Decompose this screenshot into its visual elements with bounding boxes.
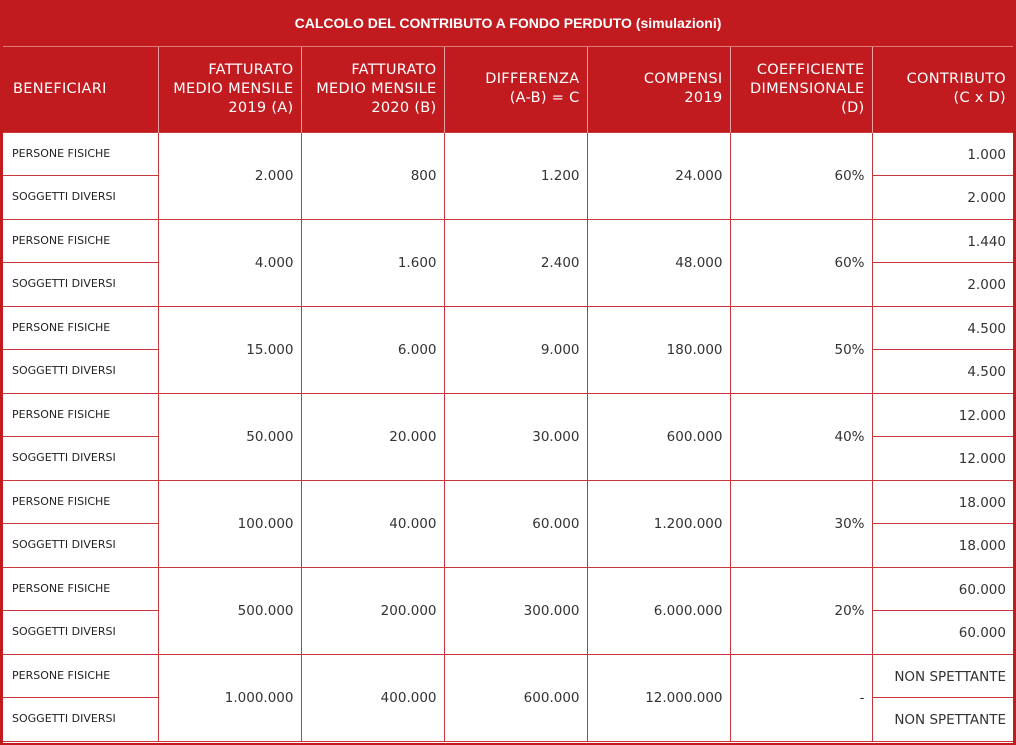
cell-compensi: 12.000.000 — [587, 654, 730, 741]
cell-contributo-persone: 1.000 — [872, 132, 1013, 176]
cell-fatturato-2020: 6.000 — [301, 306, 444, 393]
contribution-table — [3, 47, 1013, 742]
cell-contributo-soggetti: 2.000 — [872, 176, 1013, 220]
beneficiary-persone-fisiche: PERSONE FISICHE — [3, 306, 158, 350]
cell-contributo-soggetti: 60.000 — [872, 611, 1013, 655]
cell-fatturato-2020: 200.000 — [301, 567, 444, 654]
cell-differenza: 30.000 — [444, 393, 587, 480]
table-row — [3, 654, 1013, 698]
cell-contributo-persone: 1.440 — [872, 219, 1013, 263]
cell-differenza: 300.000 — [444, 567, 587, 654]
cell-coefficiente: 40% — [730, 393, 872, 480]
beneficiary-soggetti-diversi: SOGGETTI DIVERSI — [3, 263, 158, 307]
cell-contributo-soggetti: 18.000 — [872, 524, 1013, 568]
cell-fatturato-2020: 400.000 — [301, 654, 444, 741]
header-fatturato-2020 — [301, 47, 444, 132]
header-differenza — [444, 47, 587, 132]
beneficiary-persone-fisiche: PERSONE FISICHE — [3, 219, 158, 263]
header-line: COMPENSI — [643, 71, 723, 88]
cell-fatturato-2019: 1.000.000 — [158, 654, 301, 741]
cell-contributo-persone: 12.000 — [872, 393, 1013, 437]
header-line: FATTURATO — [351, 61, 437, 78]
cell-compensi: 48.000 — [587, 219, 730, 306]
header-line: DIFFERENZA — [485, 71, 580, 88]
cell-compensi: 1.200.000 — [587, 480, 730, 567]
header-line: CONTRIBUTO — [906, 71, 1006, 88]
beneficiary-persone-fisiche: PERSONE FISICHE — [3, 132, 158, 176]
cell-fatturato-2020: 20.000 — [301, 393, 444, 480]
header-row — [3, 47, 1013, 132]
beneficiary-soggetti-diversi: SOGGETTI DIVERSI — [3, 698, 158, 742]
header-line: FATTURATO — [208, 61, 294, 78]
table-row — [3, 219, 1013, 263]
cell-coefficiente: 30% — [730, 480, 872, 567]
beneficiary-persone-fisiche: PERSONE FISICHE — [3, 654, 158, 698]
beneficiary-persone-fisiche: PERSONE FISICHE — [3, 567, 158, 611]
table-title: CALCOLO DEL CONTRIBUTO A FONDO PERDUTO (simulazioni) — [3, 0, 1013, 47]
cell-coefficiente: 50% — [730, 306, 872, 393]
header-line: (A-B) = C — [509, 90, 580, 107]
table-row — [3, 480, 1013, 524]
cell-fatturato-2020: 800 — [301, 132, 444, 219]
cell-differenza: 60.000 — [444, 480, 587, 567]
cell-differenza: 2.400 — [444, 219, 587, 306]
table-row — [3, 306, 1013, 350]
header-line: 2019 — [684, 90, 723, 107]
beneficiary-soggetti-diversi: SOGGETTI DIVERSI — [3, 524, 158, 568]
cell-contributo-persone: 60.000 — [872, 567, 1013, 611]
cell-contributo-soggetti: NON SPETTANTE — [872, 698, 1013, 742]
header-line: MEDIO MENSILE — [173, 80, 294, 97]
table-row — [3, 393, 1013, 437]
cell-fatturato-2019: 15.000 — [158, 306, 301, 393]
cell-differenza: 1.200 — [444, 132, 587, 219]
header-contributo — [872, 47, 1013, 132]
beneficiary-persone-fisiche: PERSONE FISICHE — [3, 393, 158, 437]
cell-fatturato-2019: 100.000 — [158, 480, 301, 567]
header-line: MEDIO MENSILE — [316, 80, 437, 97]
cell-fatturato-2020: 1.600 — [301, 219, 444, 306]
beneficiary-soggetti-diversi: SOGGETTI DIVERSI — [3, 350, 158, 394]
cell-fatturato-2019: 4.000 — [158, 219, 301, 306]
cell-fatturato-2020: 40.000 — [301, 480, 444, 567]
cell-fatturato-2019: 500.000 — [158, 567, 301, 654]
cell-coefficiente: 60% — [730, 219, 872, 306]
cell-differenza: 600.000 — [444, 654, 587, 741]
cell-coefficiente: 60% — [730, 132, 872, 219]
cell-compensi: 180.000 — [587, 306, 730, 393]
header-beneficiari: BENEFICIARI — [3, 47, 158, 132]
beneficiary-soggetti-diversi: SOGGETTI DIVERSI — [3, 176, 158, 220]
beneficiary-soggetti-diversi: SOGGETTI DIVERSI — [3, 611, 158, 655]
cell-contributo-persone: 4.500 — [872, 306, 1013, 350]
cell-contributo-persone: NON SPETTANTE — [872, 654, 1013, 698]
cell-coefficiente: - — [730, 654, 872, 741]
header-fatturato-2019 — [158, 47, 301, 132]
header-compensi — [587, 47, 730, 132]
cell-contributo-persone: 18.000 — [872, 480, 1013, 524]
table-row — [3, 132, 1013, 176]
header-line: (C x D) — [953, 90, 1006, 107]
cell-compensi: 600.000 — [587, 393, 730, 480]
beneficiary-soggetti-diversi: SOGGETTI DIVERSI — [3, 437, 158, 481]
table-row — [3, 567, 1013, 611]
cell-contributo-soggetti: 12.000 — [872, 437, 1013, 481]
cell-contributo-soggetti: 2.000 — [872, 263, 1013, 307]
cell-contributo-soggetti: 4.500 — [872, 350, 1013, 394]
header-line: (D) — [841, 99, 865, 116]
beneficiary-persone-fisiche: PERSONE FISICHE — [3, 480, 158, 524]
header-coefficiente — [730, 47, 872, 132]
cell-differenza: 9.000 — [444, 306, 587, 393]
cell-fatturato-2019: 2.000 — [158, 132, 301, 219]
header-line: COEFFICIENTE — [756, 61, 865, 78]
cell-fatturato-2019: 50.000 — [158, 393, 301, 480]
cell-compensi: 6.000.000 — [587, 567, 730, 654]
cell-coefficiente: 20% — [730, 567, 872, 654]
header-line: 2019 (A) — [228, 99, 294, 116]
cell-compensi: 24.000 — [587, 132, 730, 219]
header-line: 2020 (B) — [371, 99, 437, 116]
header-line: DIMENSIONALE — [750, 80, 865, 97]
